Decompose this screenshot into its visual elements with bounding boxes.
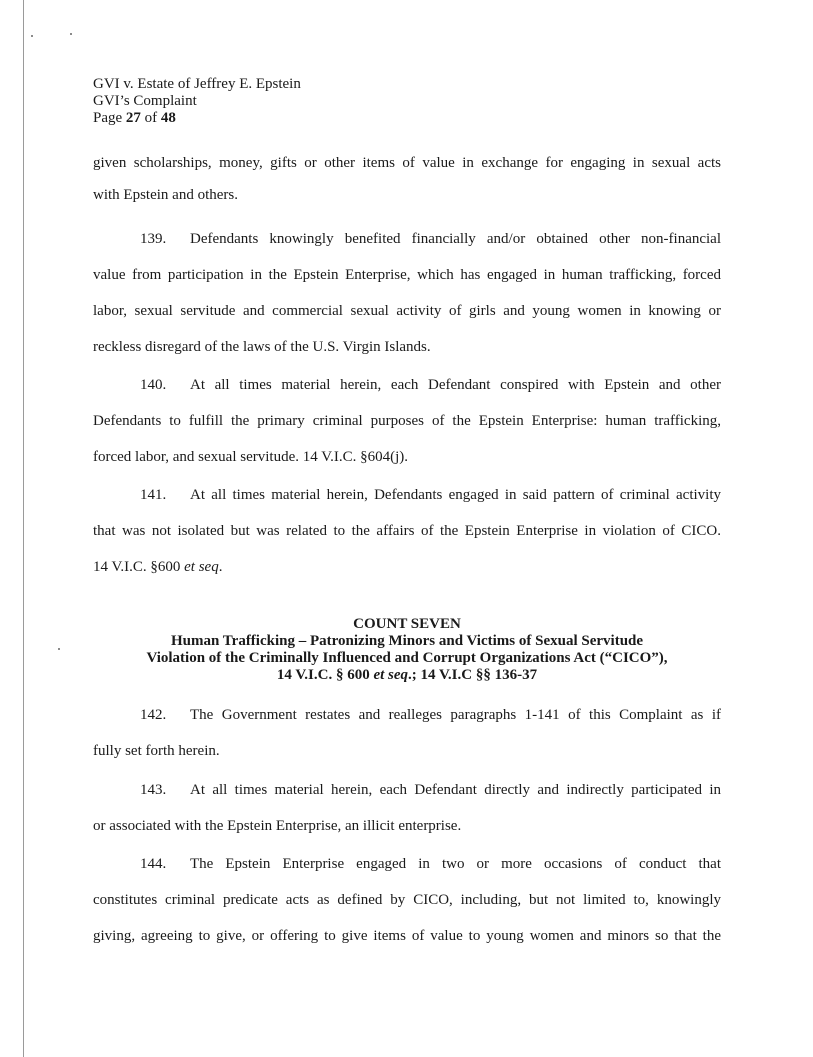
paragraph-number: 144. <box>140 856 167 872</box>
count-subtitle-line1: Human Trafficking – Patronizing Minors and Victims of Sexual Servitude <box>170 633 644 649</box>
paragraph-144-first-line <box>140 855 721 874</box>
page-number: 27 <box>125 110 141 126</box>
paragraph-line: constitutes criminal predicate acts as defined by CICO, including, but not limited to, knowingly <box>93 892 721 908</box>
citation-text: 14 V.I.C. §600 <box>93 559 185 575</box>
paragraph-line: Defendants to fulfill the primary criminal purposes of the Epstein Enterprise: human trafficking, <box>93 413 721 429</box>
page-header <box>93 76 301 127</box>
citation-italic: et seq <box>184 559 219 575</box>
paragraph-text: Defendants knowingly benefited financially and/or obtained other non-financial <box>190 231 721 247</box>
paragraph-line: labor, sexual servitude and commercial sexual activity of girls and young women in knowing or <box>93 303 721 319</box>
paragraph-text: The Epstein Enterprise engaged in two or more occasions of conduct that <box>190 856 721 872</box>
paragraph-line: that was not isolated but was related to the affairs of the Epstein Enterprise in violation of CICO. <box>93 523 721 539</box>
page-of: of <box>140 110 161 126</box>
scan-speck <box>58 648 60 650</box>
paragraph-number: 140. <box>140 377 167 393</box>
statute-italic: et seq <box>373 667 409 683</box>
paragraph-139-first-line <box>140 230 721 249</box>
count-title: COUNT SEVEN <box>353 616 461 632</box>
paragraph-line: or associated with the Epstein Enterprise, an illicit enterprise. <box>93 818 462 834</box>
case-title: GVI v. Estate of Jeffrey E. Epstein <box>93 76 301 92</box>
paragraph-line: reckless disregard of the laws of the U.S. Virgin Islands. <box>93 339 431 355</box>
paragraph-text: At all times material herein, each Defendant conspired with Epstein and other <box>190 377 721 393</box>
paragraph-number: 143. <box>140 782 167 798</box>
paragraph-line: fully set forth herein. <box>93 743 220 759</box>
paragraph-text: At all times material herein, Defendants engaged in said pattern of criminal activity <box>190 487 721 503</box>
paragraph-line: given scholarships, money, gifts or other items of value in exchange for engaging in sexual acts <box>93 155 721 171</box>
paragraph-140-first-line <box>140 376 721 395</box>
paragraph-line <box>93 558 721 577</box>
count-subtitle-line3 <box>93 667 721 683</box>
paragraph-143-first-line <box>140 781 721 800</box>
page-prefix: Page <box>93 110 126 126</box>
paragraph-line: with Epstein and others. <box>93 187 238 203</box>
page-indicator <box>93 110 301 127</box>
document-name: GVI’s Complaint <box>93 93 197 109</box>
paragraph-number: 139. <box>140 231 167 247</box>
paragraph-line: value from participation in the Epstein Enterprise, which has engaged in human trafficking, forced <box>93 267 721 283</box>
paragraph-number: 142. <box>140 707 167 723</box>
binding-edge-line <box>23 0 24 1057</box>
paragraph-number: 141. <box>140 487 167 503</box>
scan-speck <box>70 33 72 35</box>
paragraph-141-first-line <box>140 486 721 505</box>
statute-end: .; 14 V.I.C §§ 136-37 <box>408 667 538 683</box>
paragraph-line: forced labor, and sexual servitude. 14 V.I.C. §604(j). <box>93 449 409 465</box>
page-total: 48 <box>160 110 176 126</box>
paragraph-text: The Government restates and realleges paragraphs 1-141 of this Complaint as if <box>190 707 721 723</box>
paragraph-line: giving, agreeing to give, or offering to give items of value to young women and minors so that the <box>93 928 721 944</box>
count-subtitle-line2: Violation of the Criminally Influenced and Corrupt Organizations Act (“CICO”), <box>146 650 668 666</box>
statute-text: 14 V.I.C. § 600 <box>276 667 374 683</box>
scan-speck <box>31 35 33 37</box>
citation-end: . <box>218 559 223 575</box>
paragraph-text: At all times material herein, each Defendant directly and indirectly participated in <box>190 782 721 798</box>
paragraph-142-first-line <box>140 706 721 725</box>
